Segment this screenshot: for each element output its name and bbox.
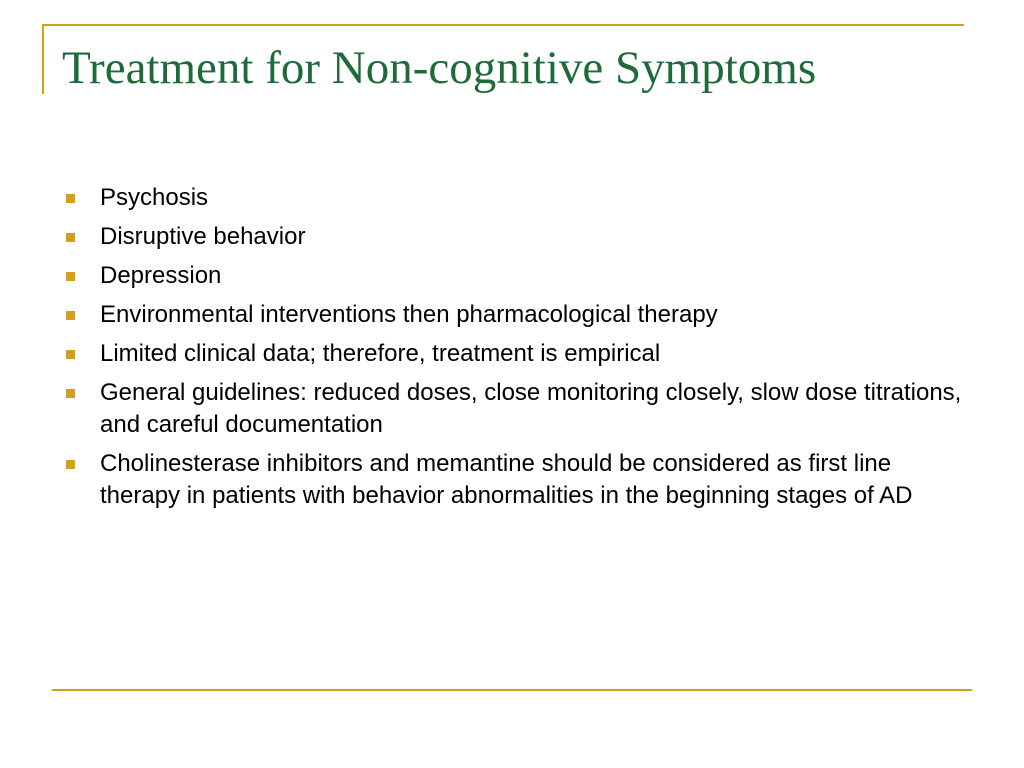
square-bullet-icon	[66, 460, 75, 469]
bullet-item	[64, 338, 964, 370]
square-bullet-icon	[66, 389, 75, 398]
frame-bottom-rule	[52, 689, 972, 691]
bullet-item	[64, 221, 964, 253]
slide-title: Treatment for Non-cognitive Symptoms	[62, 42, 817, 94]
bullet-item	[64, 182, 964, 214]
bullet-text: Limited clinical data; therefore, treatment is empirical	[100, 340, 661, 367]
bullet-item	[64, 377, 964, 441]
bullet-text: General guidelines: reduced doses, close monitoring closely, slow dose titrations, and careful documentation	[100, 379, 962, 438]
bullet-text: Psychosis	[100, 184, 209, 211]
frame-top-rule	[42, 24, 964, 26]
square-bullet-icon	[66, 233, 75, 242]
frame-left-rule	[42, 24, 44, 94]
square-bullet-icon	[66, 194, 75, 203]
bullet-text: Disruptive behavior	[100, 223, 306, 250]
bullet-text: Environmental interventions then pharmacological therapy	[100, 301, 718, 328]
square-bullet-icon	[66, 272, 75, 281]
bullet-item	[64, 299, 964, 331]
square-bullet-icon	[66, 311, 75, 320]
bullet-item	[64, 448, 964, 512]
bullet-text: Cholinesterase inhibitors and memantine should be considered as first line therapy in patients with behavior abnormalities in the beginning stages of AD	[100, 450, 913, 509]
square-bullet-icon	[66, 350, 75, 359]
bullet-list	[64, 182, 964, 519]
bullet-text: Depression	[100, 262, 222, 289]
bullet-item	[64, 260, 964, 292]
